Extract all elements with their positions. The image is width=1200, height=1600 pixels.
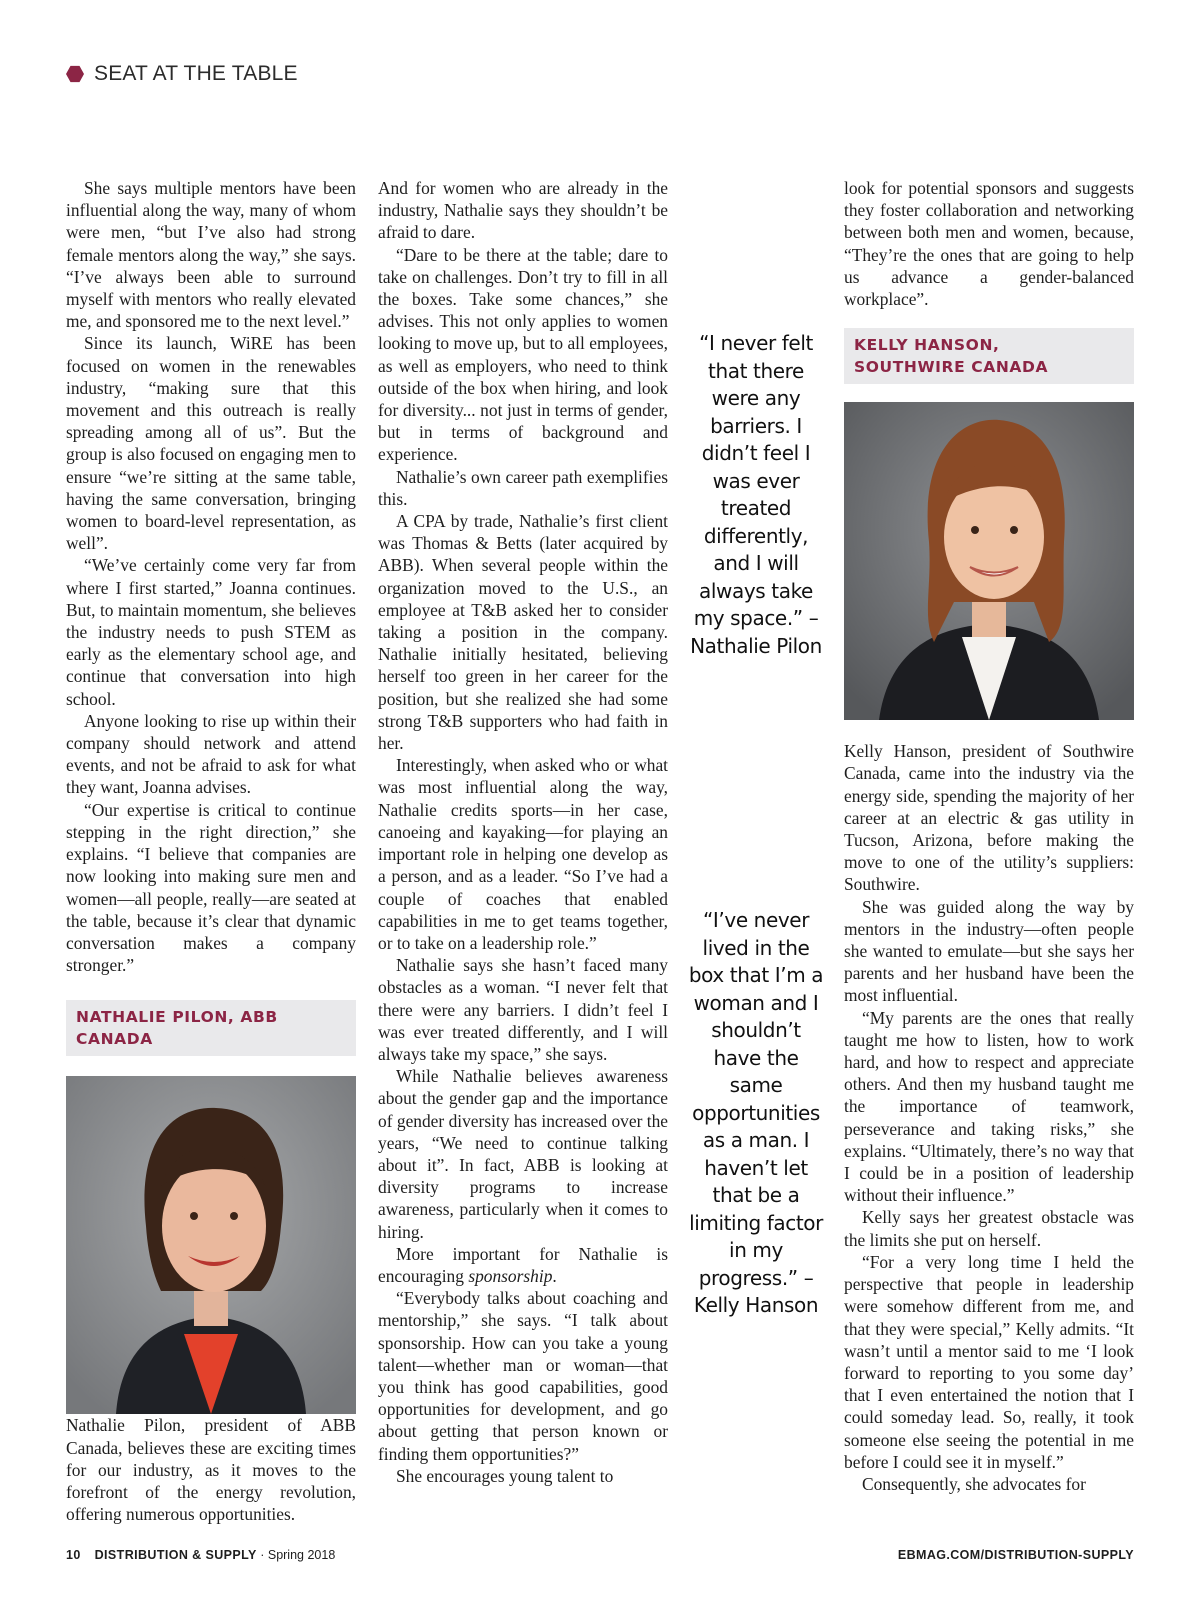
pull-quote-kelly: “I’ve never lived in the box that I’m a woman and I shouldn’t have the same opportunities as a man. I haven’t let that be a limiting factor in my progress.” – Kelly Hanson: [688, 908, 824, 1317]
magazine-title: DISTRIBUTION & SUPPLY: [94, 1548, 257, 1562]
paragraph: While Nathalie believes awareness about the gender gap and the importance of gender diversity has increased over the years, “We need to continue talking about it”. In fact, ABB is looking at diversity programs to increase awareness, particularly when it comes to hiring.: [378, 1066, 668, 1242]
sponsorship-lead: More important for Nathalie is encouraging: [378, 1243, 668, 1286]
paragraph: Interestingly, when asked who or what was most influential along the way, Nathalie credits sports—in her case, canoeing and kayaking—for playing an important role in helping one develop as a person, and as a leader. “So I’ve had a couple of coaches that enabled capabilities in me to get teams together, or to take on a leadership role.”: [378, 755, 668, 953]
hexagon-icon: [66, 65, 84, 83]
paragraph: “Everybody talks about coaching and mentorship,” she says. “I talk about sponsorship. How can you take a young talent—whether man or woman—that you think has good capabilities, good opportunities for development, and go about getting that person known or finding them opportunities?”: [378, 1288, 668, 1464]
paragraph: Nathalie’s own career path exemplifies this.: [378, 466, 668, 509]
section-header: [66, 62, 298, 86]
paragraph: Anyone looking to rise up within their company should network and attend events, and not be afraid to ask for what they want, Joanna advises.: [66, 710, 356, 798]
paragraph: Kelly says her greatest obstacle was the limits she put on herself.: [844, 1207, 1134, 1250]
page-number: 10: [66, 1548, 81, 1562]
paragraph: “We’ve certainly come very far from where I first started,” Joanna continues. But, to maintain momentum, she believes the industry needs to push STEM as early as the elementary school age, and continue that conversation into high school.: [66, 555, 356, 709]
footer-url[interactable]: EBMAG.COM/DISTRIBUTION-SUPPLY: [897, 1548, 1134, 1562]
article-column-2: [378, 177, 668, 1487]
portrait-kelly-hanson: [844, 402, 1134, 720]
footer-separator: ·: [256, 1548, 268, 1562]
section-title: SEAT AT THE TABLE: [94, 62, 298, 85]
paragraph-sponsorship: [378, 1243, 668, 1287]
paragraph: Since its launch, WiRE has been focused on women in the renewables industry, “making sure that this movement and this outreach is really spreading among all of us”. But the group is also focused on engaging men to ensure “we’re sitting at the same table, having the same conversation, bringing women to board-level representation, as well”.: [66, 333, 356, 554]
article-column-4: [844, 177, 1134, 1495]
sponsorship-end: .: [552, 1265, 557, 1286]
footer-left: [66, 1548, 335, 1562]
paragraph: look for potential sponsors and suggests they foster collaboration and networking between both men and women, because, “They’re the ones that are going to help us advance a gender-balanced workplace”.: [844, 178, 1134, 310]
pull-quote-nathalie: “I never felt that there were any barriers. I didn’t feel I was ever treated differently, and I will always take my space.” – Nathalie Pilon: [690, 331, 822, 658]
paragraph: “Our expertise is critical to continue stepping in the right direction,” she explains. “I believe that companies are now looking into making sure men and women—all people, really—are seated at the table, because it’s clear that dynamic conversation makes a company stronger.”: [66, 799, 356, 976]
paragraph: She encourages young talent to: [396, 1465, 614, 1486]
footer-right: [898, 1548, 1134, 1562]
paragraph: Consequently, she advocates for: [862, 1473, 1086, 1494]
paragraph: And for women who are already in the industry, Nathalie says they shouldn’t be afraid to dare.: [378, 178, 668, 243]
paragraph: “My parents are the ones that really taught me how to listen, how to work hard, and how to respect and appreciate others. And then my husband taught me the importance of teamwork, perseverance and taking risks,” she explains. “Ultimately, there’s no way that I could be in a position of leadership without their influence.”: [844, 1007, 1134, 1206]
paragraph: “For a very long time I held the perspective that people in leadership were somehow different from me, and that they were special,” Kelly admits. “It wasn’t until a mentor said to me ‘I look forward to reporting to you some day’ that I even entertained the notion that I could someday lead. So, really, it took someone else seeing the potential in me before I could see it in myself.”: [844, 1251, 1134, 1472]
paragraph: She says multiple mentors have been influential along the way, many of whom were men, “but I’ve also had strong female mentors along the way,” she says. “I’ve always been able to surround myself with mentors who really elevated me, and sponsored me to the next level.”: [66, 178, 356, 332]
issue-date: Spring 2018: [267, 1548, 336, 1562]
profile-name-kelly: [844, 328, 1134, 384]
article-column-1: [66, 177, 356, 1525]
paragraph: Nathalie says she hasn’t faced many obstacles as a woman. “I never felt that there were any barriers. I didn’t feel I was ever treated differently, and I will always take my space,” she says.: [378, 955, 668, 1064]
sponsorship-emphasis: sponsorship: [468, 1265, 553, 1286]
photo-caption-nathalie: Nathalie Pilon, president of ABB Canada, believes these are exciting times for our industry, as it moves to the forefront of the energy revolution, offering numerous opportunities.: [66, 1415, 356, 1525]
portrait-nathalie-pilon: [66, 1076, 356, 1414]
paragraph: “Dare to be there at the table; dare to take on challenges. Don’t try to fill in all the boxes. Take some chances,” she advises. This not only applies to women looking to move up, but to all employees, as well as employers, who need to think outside of the box when hiring, and look for diversity... not just in terms of gender, but in terms of background and experience.: [378, 244, 668, 465]
paragraph: She was guided along the way by mentors in the industry—often people she wanted to emulate—but she says her parents and her husband have been the most influential.: [844, 896, 1134, 1006]
paragraph: Kelly Hanson, president of Southwire Canada, came into the industry via the energy side, spending the majority of her career at an electric & gas utility in Tucson, Arizona, before making the move to one of the utility’s suppliers: Southwire.: [844, 741, 1134, 895]
profile-name-line: SOUTHWIRE CANADA: [854, 358, 1049, 377]
profile-name-nathalie: NATHALIE PILON, ABB CANADA: [66, 1000, 356, 1056]
paragraph: A CPA by trade, Nathalie’s first client was Thomas & Betts (later acquired by ABB). When several people within the organization moved to the U.S., an employee at T&B asked her to consider taking a position in the company. Nathalie initially hesitated, believing herself too green in her career for the position, but she realized she had some strong T&B supporters who had faith in her.: [378, 511, 668, 754]
profile-name-line: KELLY HANSON,: [854, 336, 1000, 355]
